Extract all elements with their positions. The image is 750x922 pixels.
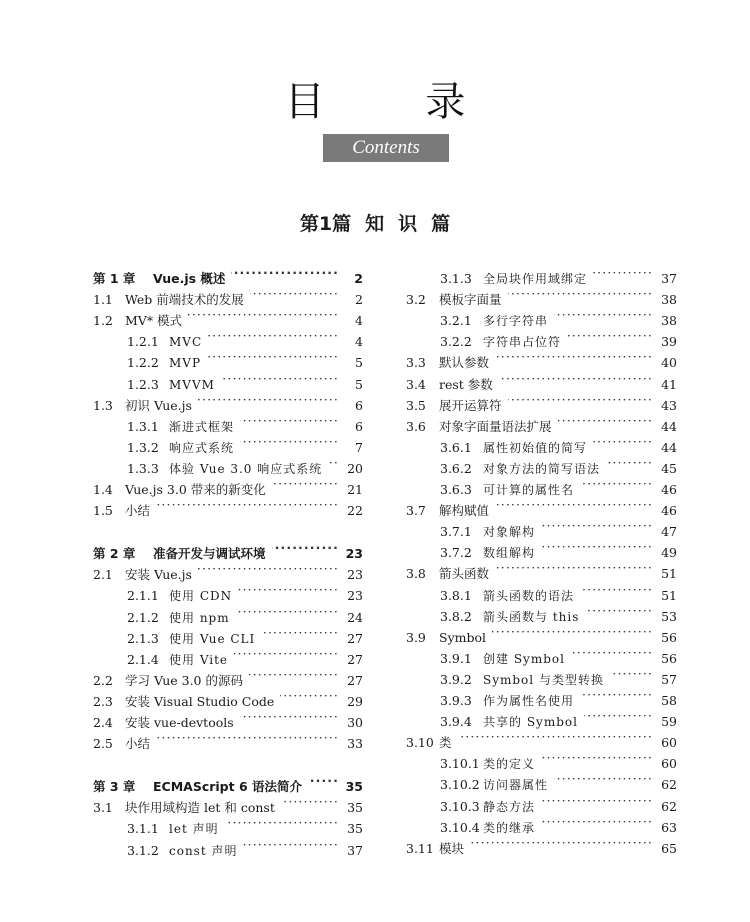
toc-entry-number: 第 1 章	[93, 271, 136, 286]
dot-leader	[236, 601, 339, 622]
toc-entry-sub[interactable]	[406, 473, 677, 497]
toc-entry-title: 小结	[125, 503, 151, 518]
toc-entry-sub[interactable]	[406, 262, 677, 286]
toc-entry-page: 35	[345, 779, 363, 794]
dot-leader	[580, 579, 653, 600]
dot-leader	[567, 325, 653, 346]
toc-entry-sec[interactable]	[406, 832, 677, 856]
toc-entry-number: 3.6.2	[440, 461, 472, 476]
toc-entry-page: 60	[661, 735, 677, 750]
dot-leader	[508, 283, 653, 304]
toc-entry-number: 1.3.2	[127, 440, 159, 455]
toc-entry-title: 使用 npm	[169, 611, 230, 625]
dot-leader	[495, 494, 653, 515]
dot-leader	[207, 346, 339, 367]
toc-entry-title: 渐进式框架	[169, 420, 235, 434]
toc-entry-number: 1.3.3	[127, 461, 159, 476]
toc-entry-page: 27	[347, 673, 363, 688]
toc-entry-number: 2.5	[93, 736, 113, 751]
toc-entry-page: 4	[355, 313, 363, 328]
toc-entry-page: 60	[661, 756, 677, 771]
toc-entry-page: 2	[355, 292, 363, 307]
toc-entry-title: ECMAScript 6 语法简介	[153, 779, 303, 794]
dot-leader	[499, 368, 653, 389]
toc-entry-number: 3.8.2	[440, 609, 472, 624]
dot-leader	[541, 536, 653, 557]
toc-entry-sec[interactable]	[406, 726, 677, 750]
toc-entry-title: 类的定义	[483, 757, 536, 771]
toc-entry-page: 35	[347, 821, 363, 836]
toc-entry-number: 3.10	[406, 735, 434, 750]
toc-entry-number: 2.1.2	[127, 610, 159, 625]
toc-entry-number: 3.6	[406, 419, 426, 434]
toc-entry-title: 学习 Vue 3.0 的源码	[125, 673, 243, 688]
toc-entry-number: 1.3	[93, 398, 113, 413]
toc-entry-title: 响应式系统	[169, 441, 235, 455]
toc-entry-title: 静态方法	[483, 800, 536, 814]
toc-entry-number: 1.5	[93, 503, 113, 518]
toc-entry-number: 1.2.2	[127, 355, 159, 370]
toc-entry-number: 3.10.1	[440, 756, 480, 771]
toc-entry-sec[interactable]	[93, 685, 363, 709]
toc-entry-number: 3.6.1	[440, 440, 472, 455]
toc-entry-page: 27	[347, 652, 363, 667]
toc-entry-title: 模块	[439, 841, 465, 856]
toc-entry-sec[interactable]	[93, 389, 363, 413]
toc-entry-sub[interactable]	[406, 705, 677, 729]
toc-entry-number: 3.10.3	[440, 799, 480, 814]
toc-entry-sub[interactable]	[406, 325, 677, 349]
toc-entry-page: 23	[345, 546, 363, 561]
dot-leader	[470, 832, 653, 853]
toc-entry-title: 体验 Vue 3.0 响应式系统	[169, 462, 323, 476]
toc-entry-page: 20	[347, 461, 363, 476]
toc-entry-sub[interactable]	[93, 452, 363, 476]
contents-label: Contents	[352, 137, 420, 158]
toc-entry-page: 38	[661, 292, 677, 307]
toc-entry-title: rest 参数	[439, 377, 493, 392]
toc-entry-page: 56	[661, 630, 677, 645]
dot-leader	[240, 410, 339, 431]
dot-leader	[234, 643, 339, 664]
toc-entry-title: Symbol	[439, 630, 487, 645]
dot-leader	[541, 790, 653, 811]
toc-entry-number: 3.7.1	[440, 524, 472, 539]
dot-leader	[238, 579, 339, 600]
toc-entry-sub[interactable]	[406, 642, 677, 666]
dot-leader	[580, 473, 653, 494]
toc-entry-page: 43	[661, 398, 677, 413]
toc-entry-title: const 声明	[169, 844, 238, 858]
toc-entry-title: 初识 Vue.js	[125, 398, 192, 413]
dot-leader	[554, 768, 653, 789]
dot-leader	[188, 304, 339, 325]
dot-leader	[495, 557, 653, 578]
part-char-2: 识	[398, 213, 418, 235]
part-number: 第1篇	[299, 213, 352, 235]
toc-entry-title: 安装 vue-devtools	[125, 715, 234, 730]
toc-entry-page: 6	[355, 398, 363, 413]
toc-entry-sub[interactable]	[406, 663, 677, 687]
toc-entry-sub[interactable]	[93, 812, 363, 836]
toc-entry-page: 7	[355, 440, 363, 455]
toc-entry-sec[interactable]	[406, 557, 677, 581]
toc-entry-number: 3.6.3	[440, 482, 472, 497]
toc-entry-page: 38	[661, 313, 677, 328]
toc-entry-title: 使用 Vite	[169, 653, 229, 667]
dot-leader	[156, 727, 339, 748]
toc-entry-page: 46	[661, 482, 677, 497]
dot-leader	[495, 346, 653, 367]
toc-entry-number: 3.1.2	[127, 843, 159, 858]
toc-entry-page: 22	[347, 503, 363, 518]
toc-entry-number: 2.3	[93, 694, 113, 709]
toc-entry-title: MVC	[169, 335, 203, 349]
toc-entry-title: 访问器属性	[483, 778, 549, 792]
toc-entry-number: 3.8	[406, 566, 426, 581]
toc-entry-page: 21	[347, 482, 363, 497]
toc-entry-number: 3.9.3	[440, 693, 472, 708]
dot-leader	[328, 452, 339, 473]
toc-entry-number: 1.2.3	[127, 377, 159, 392]
toc-entry-title: 使用 Vue CLI	[169, 632, 256, 646]
toc-entry-sec[interactable]	[93, 283, 363, 307]
dot-leader	[508, 389, 653, 410]
toc-entry-sub[interactable]	[93, 346, 363, 370]
toc-entry-sec[interactable]	[93, 664, 363, 688]
toc-entry-sub[interactable]	[406, 536, 677, 560]
dot-leader	[221, 368, 339, 389]
dot-leader	[225, 812, 339, 833]
contents-banner	[323, 134, 449, 162]
toc-entry-page: 65	[661, 841, 677, 856]
toc-entry-sub[interactable]	[93, 601, 363, 625]
toc-entry-title: Web 前端技术的发展	[125, 292, 244, 307]
toc-entry-number: 3.7	[406, 503, 426, 518]
dot-leader	[281, 791, 339, 812]
toc-entry-sub[interactable]	[93, 325, 363, 349]
toc-entry-number: 3.9	[406, 630, 426, 645]
toc-entry-number: 2.1.4	[127, 652, 159, 667]
toc-entry-sub[interactable]	[406, 811, 677, 835]
toc-entry-number: 1.2	[93, 313, 113, 328]
dot-leader	[280, 685, 339, 706]
toc-entry-page: 37	[347, 843, 363, 858]
toc-entry-sub[interactable]	[406, 790, 677, 814]
dot-leader	[492, 621, 653, 642]
toc-entry-title: Vue.js 概述	[153, 271, 226, 286]
toc-entry-ch[interactable]	[93, 770, 363, 794]
toc-entry-sub[interactable]	[93, 431, 363, 455]
dot-leader	[458, 726, 653, 747]
toc-entry-page: 58	[661, 693, 677, 708]
toc-entry-title: 默认参数	[439, 355, 490, 370]
toc-entry-sub[interactable]	[93, 579, 363, 603]
toc-entry-title: 作为属性名使用	[483, 694, 575, 708]
dot-leader	[554, 304, 653, 325]
toc-entry-title: 模板字面量	[439, 292, 502, 307]
dot-leader	[585, 600, 653, 621]
dot-leader	[308, 770, 339, 791]
toc-entry-sec[interactable]	[93, 791, 363, 815]
toc-entry-sec[interactable]	[93, 727, 363, 751]
toc-entry-sub[interactable]	[406, 431, 677, 455]
toc-entry-sec[interactable]	[406, 283, 677, 307]
toc-entry-page: 44	[661, 440, 677, 455]
dot-leader	[240, 706, 339, 727]
toc-entry-number: 3.1	[93, 800, 113, 815]
toc-entry-number: 3.2.1	[440, 313, 472, 328]
toc-entry-page: 6	[355, 419, 363, 434]
toc-entry-number: 3.9.2	[440, 672, 472, 687]
toc-entry-title: 展开运算符	[439, 398, 502, 413]
toc-entry-page: 59	[661, 714, 677, 729]
toc-entry-page: 30	[347, 715, 363, 730]
toc-entry-number: 2.1.3	[127, 631, 159, 646]
toc-entry-title: 对象方法的简写语法	[483, 462, 601, 476]
dot-leader	[272, 473, 339, 494]
toc-entry-title: 箭头函数与 this	[483, 610, 580, 624]
dot-leader	[272, 537, 339, 558]
dot-leader	[261, 622, 339, 643]
toc-entry-sub[interactable]	[406, 747, 677, 771]
part-char-1: 知	[365, 213, 385, 235]
toc-entry-sec[interactable]	[93, 494, 363, 518]
toc-entry-page: 51	[661, 588, 677, 603]
toc-entry-sec[interactable]	[406, 621, 677, 645]
toc-entry-number: 2.2	[93, 673, 113, 688]
toc-entry-sub[interactable]	[93, 622, 363, 646]
dot-leader	[558, 410, 653, 431]
toc-entry-page: 44	[661, 419, 677, 434]
toc-entry-sub[interactable]	[93, 368, 363, 392]
toc-entry-page: 57	[661, 672, 677, 687]
dot-leader	[240, 431, 339, 452]
dot-leader	[243, 834, 339, 855]
toc-entry-sub[interactable]	[406, 304, 677, 328]
toc-entry-number: 3.1.3	[440, 271, 472, 286]
toc-entry-title: MVP	[169, 356, 202, 370]
toc-entry-sub[interactable]	[406, 579, 677, 603]
toc-entry-title: 安装 Visual Studio Code	[125, 694, 275, 709]
dot-leader	[606, 452, 653, 473]
toc-entry-title: 箭头函数的语法	[483, 589, 575, 603]
toc-entry-sub[interactable]	[406, 452, 677, 476]
toc-entry-title: 准备开发与调试环境	[153, 546, 266, 561]
toc-entry-number: 3.9.1	[440, 651, 472, 666]
toc-entry-number: 3.3	[406, 355, 426, 370]
toc-entry-number: 3.10.4	[440, 820, 480, 835]
toc-entry-ch[interactable]	[93, 537, 363, 561]
toc-entry-title: 字符串占位符	[483, 335, 562, 349]
toc-entry-sec[interactable]	[406, 346, 677, 370]
part-title	[0, 210, 750, 238]
toc-entry-page: 63	[661, 820, 677, 835]
toc-entry-sub[interactable]	[93, 643, 363, 667]
dot-leader	[580, 684, 653, 705]
toc-entry-title: Vue.js 3.0 带来的新变化	[125, 482, 266, 497]
toc-entry-title: 对象解构	[483, 525, 536, 539]
toc-entry-sec[interactable]	[406, 389, 677, 413]
toc-entry-title: 安装 Vue.js	[125, 567, 192, 582]
toc-entry-title: 类	[439, 735, 452, 750]
toc-entry-page: 56	[661, 651, 677, 666]
toc-entry-title: 块作用域构造 let 和 const	[125, 800, 275, 815]
toc-entry-page: 23	[347, 567, 363, 582]
toc-entry-title: 可计算的属性名	[483, 483, 575, 497]
toc-entry-ch[interactable]	[93, 262, 363, 286]
toc-entry-title: 属性初始值的简写	[483, 441, 588, 455]
toc-entry-sub[interactable]	[406, 684, 677, 708]
dot-leader	[156, 494, 339, 515]
part-char-3: 篇	[431, 213, 451, 235]
dot-leader	[250, 283, 339, 304]
toc-entry-page: 23	[347, 588, 363, 603]
toc-entry-page: 27	[347, 631, 363, 646]
toc-entry-page: 5	[355, 377, 363, 392]
toc-entry-sec[interactable]	[93, 304, 363, 328]
toc-entry-number: 3.11	[406, 841, 434, 856]
toc-entry-number: 2.4	[93, 715, 113, 730]
toc-entry-title: 解构赋值	[439, 503, 490, 518]
toc-entry-page: 29	[347, 694, 363, 709]
toc-entry-sub[interactable]	[406, 515, 677, 539]
dot-leader	[610, 663, 653, 684]
toc-entry-number: 3.4	[406, 377, 426, 392]
toc-entry-number: 3.10.2	[440, 777, 480, 792]
toc-entry-page: 24	[347, 610, 363, 625]
toc-entry-page: 45	[661, 461, 677, 476]
dot-leader	[198, 558, 339, 579]
toc-entry-sec[interactable]	[93, 473, 363, 497]
toc-entry-title: 对象字面量语法扩展	[439, 419, 552, 434]
toc-entry-sec[interactable]	[406, 368, 677, 392]
toc-entry-number: 3.2	[406, 292, 426, 307]
toc-entry-page: 39	[661, 334, 677, 349]
dot-leader	[541, 811, 653, 832]
toc-entry-page: 62	[661, 777, 677, 792]
toc-entry-title: 使用 CDN	[169, 589, 233, 603]
toc-entry-number: 2.1.1	[127, 588, 159, 603]
toc-entry-title: 全局块作用域绑定	[483, 272, 588, 286]
toc-entry-number: 第 3 章	[93, 779, 136, 794]
toc-entry-number: 3.9.4	[440, 714, 472, 729]
dot-leader	[571, 642, 653, 663]
dot-leader	[249, 664, 339, 685]
toc-entry-number: 1.4	[93, 482, 113, 497]
toc-entry-number: 3.7.2	[440, 545, 472, 560]
toc-entry-sec[interactable]	[406, 494, 677, 518]
toc-entry-sub[interactable]	[93, 834, 363, 858]
toc-entry-title: 共享的 Symbol	[483, 715, 578, 729]
toc-entry-sub[interactable]	[406, 600, 677, 624]
toc-entry-number: 1.3.1	[127, 419, 159, 434]
toc-entry-page: 35	[347, 800, 363, 815]
dot-leader	[541, 747, 653, 768]
toc-entry-sec[interactable]	[93, 706, 363, 730]
toc-entry-page: 4	[355, 334, 363, 349]
toc-entry-page: 41	[661, 377, 677, 392]
toc-entry-number: 3.8.1	[440, 588, 472, 603]
toc-entry-page: 33	[347, 736, 363, 751]
dot-leader	[541, 515, 653, 536]
toc-entry-number: 3.2.2	[440, 334, 472, 349]
toc-entry-page: 5	[355, 355, 363, 370]
toc-entry-title: 数组解构	[483, 546, 536, 560]
toc-entry-page: 49	[661, 545, 677, 560]
toc-entry-title: MVVM	[169, 378, 215, 392]
toc-entry-sub[interactable]	[93, 410, 363, 434]
toc-entry-page: 53	[661, 609, 677, 624]
toc-entry-title: 类的继承	[483, 821, 536, 835]
toc-entry-title: Symbol 与类型转换	[483, 673, 604, 687]
toc-entry-title: 小结	[125, 736, 151, 751]
toc-entry-page: 47	[661, 524, 677, 539]
toc-entry-title: 多行字符串	[483, 314, 549, 328]
toc-entry-number: 3.5	[406, 398, 426, 413]
dot-leader	[198, 389, 339, 410]
toc-entry-number: 1.1	[93, 292, 113, 307]
toc-entry-number: 1.2.1	[127, 334, 159, 349]
toc-entry-page: 40	[661, 355, 677, 370]
toc-entry-title: MV* 模式	[125, 313, 183, 328]
toc-entry-title: 创建 Symbol	[483, 652, 565, 666]
dot-leader	[593, 431, 653, 452]
toc-entry-page: 62	[661, 799, 677, 814]
toc-entry-title: let 声明	[169, 822, 219, 836]
toc-entry-title: 箭头函数	[439, 566, 490, 581]
toc-entry-number: 2.1	[93, 567, 113, 582]
dot-leader	[593, 262, 653, 283]
dot-leader	[231, 262, 339, 283]
dot-leader	[584, 705, 653, 726]
toc-entry-number: 第 2 章	[93, 546, 136, 561]
toc-entry-page: 46	[661, 503, 677, 518]
toc-entry-sec[interactable]	[93, 558, 363, 582]
page-title: 目 录	[284, 79, 510, 125]
toc-entry-page: 51	[661, 566, 677, 581]
toc-entry-page: 37	[661, 271, 677, 286]
toc-entry-sub[interactable]	[406, 768, 677, 792]
toc-entry-number: 3.1.1	[127, 821, 159, 836]
toc-entry-sec[interactable]	[406, 410, 677, 434]
dot-leader	[208, 325, 339, 346]
toc-entry-page: 2	[354, 271, 363, 286]
